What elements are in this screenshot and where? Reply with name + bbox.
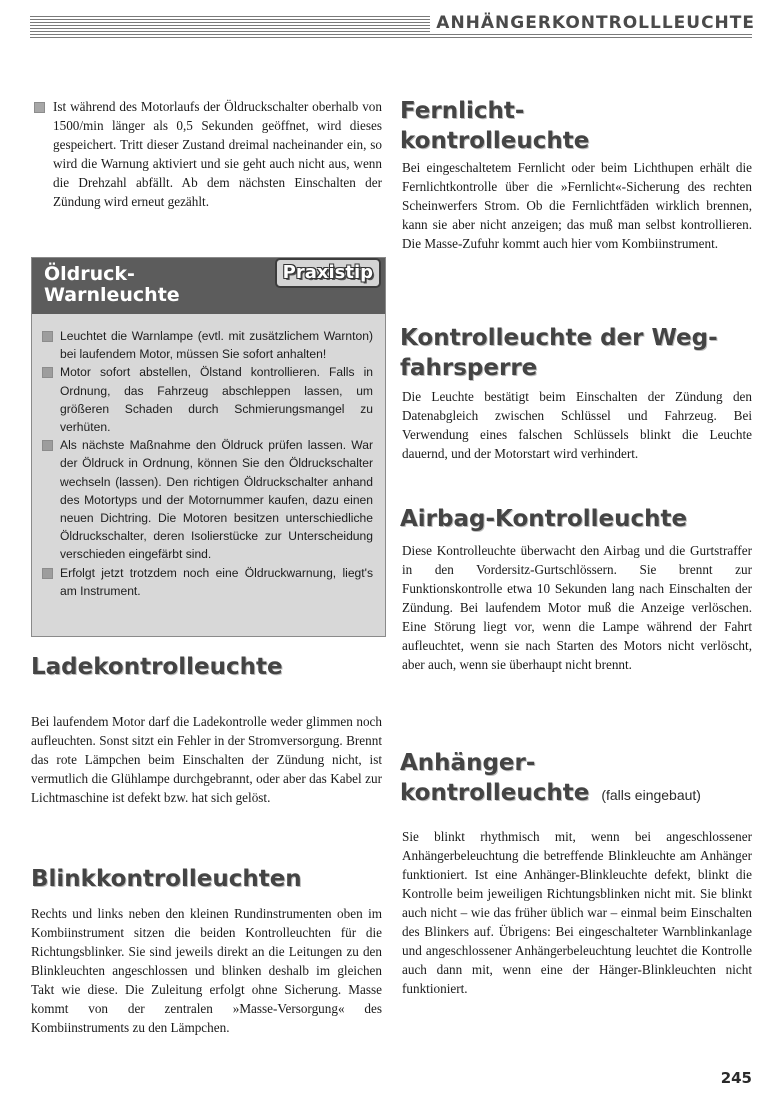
praxistip-title: Öldruck- Warnleuchte xyxy=(44,263,180,306)
text-wegfahrsperre: Die Leuchte bestätigt beim Einschalten der Zündung den Datenabgleich zwischen Schlüssel und Fahrzeug. Bei Verwendung eines falschen Schlüssels blinkt die Leuchte dauernd, und der Motorstart wird verhindert. xyxy=(402,389,752,461)
heading-fernlichtkontrolleuchte: Fernlicht- kontrolleuchte xyxy=(400,98,590,154)
text-fernlichtkontrolleuchte: Bei eingeschaltetem Fernlicht oder beim Lichthupen erhält die Fernlichtkontrolle über die »Fernlicht«-Sicherung des rechten Scheinwerfers Strom. Ob die Fernlichtfäden wirklich brennen, kann sie aber nicht anzeigen; das muß man selbst kontrollieren. Die Masse-Zufuhr kommt auch hier vom Kombiinstrument. xyxy=(402,160,752,251)
bullet-square-icon xyxy=(42,367,53,378)
bullet-square-icon xyxy=(42,440,53,451)
intro-bullet xyxy=(31,97,382,211)
praxistip-badge: Praxistip xyxy=(275,258,381,288)
heading-note: (falls eingebaut) xyxy=(601,787,701,803)
praxistip-bullet: Als nächste Maßnahme den Öldruck prüfen lassen. War der Öldruck in Ordnung, können Sie den Öldruckschalter wechseln (lassen). Den richtigen Öldruckschalter anhand des Motortyps und der Motornummer kaufen, dazu einen neuen Dichtring. Die Motoren besitzen unterschiedliche Öldruckschalter, deren Isolierstücke zur Unterscheidung verschieden eingefärbt sind. xyxy=(39,436,373,563)
praxistip-bullet: Leuchtet die Warnlampe (evtl. mit zusätzlichem Warnton) bei laufendem Motor, müssen Sie sofort anhalten! xyxy=(39,327,373,363)
praxistip-bullet: Motor sofort abstellen, Ölstand kontrollieren. Falls in Ordnung, das Fahrzeug abschleppen lassen, um größeren Schaden durch Schmierungsmangel zu verhüten. xyxy=(39,363,373,436)
praxistip-bullet: Erfolgt jetzt trotzdem noch eine Öldruckwarnung, liegt's am Instrument. xyxy=(39,564,373,600)
text-anhaengerkontrolleuchte: Sie blinkt rhythmisch mit, wenn bei angeschlossener Anhängerbeleuchtung die betreffende Blinkleuchte am Anhänger funktioniert. Ist eine Anhänger-Blinkleuchte defekt, blinkt die Kontrolle beim jeweiligen Richtungsblinken nicht mit. Sie blinkt auch nicht – wie das früher üblich war – einmal beim Einschalten des Blinkers auf. Übrigens: Bei eingeschalteter Warnblinkanlage und angeschlossener Anhängerbeleuchtung leuchtet die Kontrolle auch dann mit, wenn eine der Hänger-Blinkleuchten nicht funktioniert. xyxy=(402,829,752,996)
bullet-square-icon xyxy=(42,331,53,342)
praxistip-box xyxy=(31,257,386,637)
text-ladekontrolleuchte: Bei laufendem Motor darf die Ladekontrolle weder glimmen noch aufleuchten. Sonst sitzt ein Fehler in der Stromversorgung. Brennt das rote Lämpchen beim Einschalten der Zündung nicht, ist vermutlich die Glühlampe durchgebrannt, oder aber das Kabel zur Lichtmaschine ist defekt bzw. hat sich gelöst. xyxy=(31,714,382,805)
bullet-square-icon xyxy=(34,102,45,113)
text-blinkkontrolleuchten: Rechts und links neben den kleinen Rundinstrumenten oben im Kombiinstrument sitzen die beiden Kontrolleuchten für die Richtungsblinker. Sie sind jeweils direkt an die Leitungen zu den Blinkleuchten angeschlossen und blinken deshalb im gleichen Takt wie diese. Die Zuleitung erfolgt ohne Sicherung. Masse kommt von der zentralen »Masse-Versorgung« des Kombiinstruments zu den Lämpchen. xyxy=(31,906,382,1035)
page-number: 245 xyxy=(720,1069,752,1087)
praxistip-body xyxy=(39,327,373,600)
heading-wegfahrsperre: Kontrolleuchte der Weg- fahrsperre xyxy=(400,325,718,381)
bullet-square-icon xyxy=(42,568,53,579)
intro-bullet-text: Ist während des Motorlaufs der Öldruckschalter oberhalb von 1500/min länger als 0,5 Sekunden geöffnet, wird dieses gespeichert. Tritt dieser Zustand dreimal nacheinander ein, so wird die Warnung aktiviert und sie geht auch nicht aus, wenn die Drehzahl abfällt. Ab dem nächsten Einschalten der Zündung wird erneut gezählt. xyxy=(53,99,382,209)
heading-anhaengerkontrolleuchte: Anhänger- kontrolleuchte (falls eingebaut) xyxy=(400,750,701,806)
text-airbag-kontrolleuchte: Diese Kontrolleuchte überwacht den Airbag und die Gurtstraffer in den Vordersitz-Gurtschlössern. Sie brennt zur Funktionskontrolle etwa 10 Sekunden lang nach Einschalten der Zündung. Bei laufendem Motor muß die Anzeige verlöschen. Eine Störung liegt vor, wenn die Lampe während der Fahrt aufleuchtet, wenn sie nach Starten des Motors nicht verlöscht, aber auch, wenn sie überhaupt nicht brennt. xyxy=(402,543,752,672)
heading-blinkkontrolleuchten: Blinkkontrolleuchten xyxy=(31,866,302,892)
heading-airbag-kontrolleuchte: Airbag-Kontrolleuchte xyxy=(400,506,688,532)
running-header: ANHÄNGERKONTROLLLEUCHTE xyxy=(430,13,755,33)
heading-ladekontrolleuchte: Ladekontrolleuchte xyxy=(31,654,283,680)
